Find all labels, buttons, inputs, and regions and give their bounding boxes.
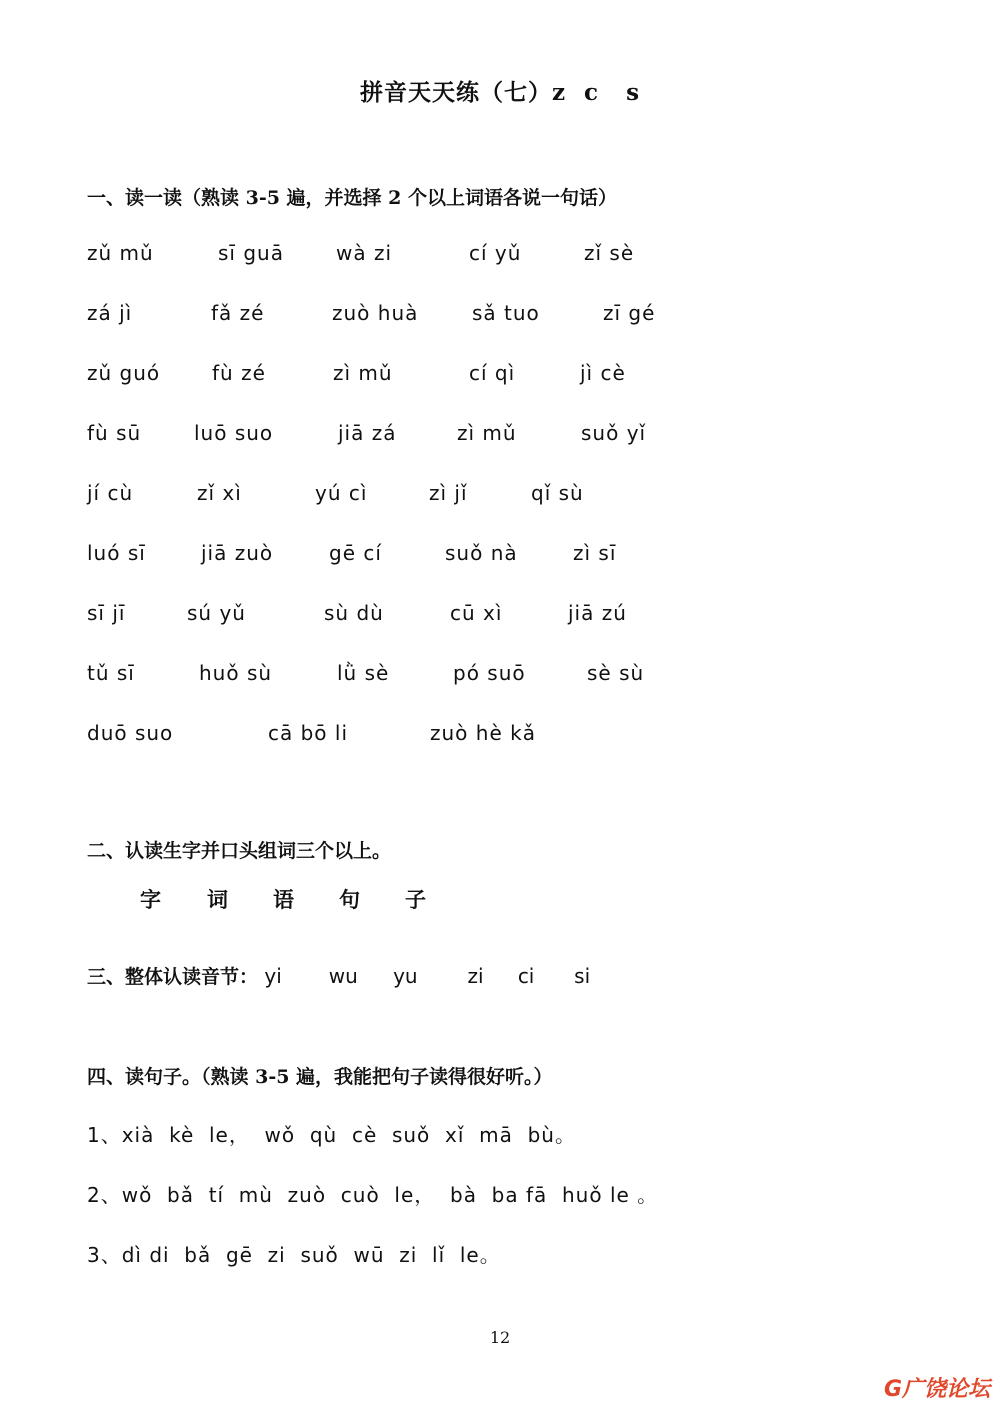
- pinyin-word: gē cí: [329, 541, 382, 565]
- pinyin-word: zǔ guó: [87, 361, 161, 385]
- syllable: zi: [467, 964, 484, 988]
- pinyin-row: [87, 481, 887, 511]
- character: 词: [207, 887, 228, 912]
- sentence-2: 2、wǒ bǎ tí mù zuò cuò le， bà ba fā huǒ le 。: [87, 1183, 659, 1207]
- pinyin-row: [87, 301, 887, 331]
- pinyin-word: zì mǔ: [457, 421, 517, 445]
- pinyin-row: [87, 241, 887, 271]
- pinyin-word: jiā zú: [568, 601, 627, 625]
- sentence-3: 3、dì di bǎ gē zi suǒ wū zi lǐ le。: [87, 1243, 501, 1267]
- syllable: yu: [393, 964, 418, 988]
- pinyin-word: sù dù: [324, 601, 384, 625]
- pinyin-word: zǔ mǔ: [87, 241, 154, 265]
- pinyin-word: zǐ sè: [584, 241, 635, 265]
- pinyin-word: cí yǔ: [469, 241, 522, 265]
- character: 子: [405, 887, 426, 912]
- watermark-logo: G广饶论坛: [883, 1377, 990, 1402]
- syllable: ci: [517, 964, 535, 988]
- sentence-1: 1、xià kè le， wǒ qù cè suǒ xǐ mā bù。: [87, 1123, 576, 1147]
- pinyin-word: jí cù: [87, 481, 134, 505]
- pinyin-word: sǎ tuo: [472, 301, 540, 325]
- syllable-list: [258, 964, 604, 988]
- section1-heading: 一、读一读（熟读 3-5 遍，并选择 2 个以上词语各说一句话）: [87, 187, 618, 209]
- pinyin-word: huǒ sù: [199, 661, 273, 685]
- pinyin-word: suǒ yǐ: [581, 421, 647, 445]
- pinyin-word: sī jī: [87, 601, 126, 625]
- character: 语: [273, 887, 294, 912]
- pinyin-word: zī gé: [603, 301, 656, 325]
- pinyin-row: [87, 661, 887, 691]
- pinyin-word: cā bō li: [268, 721, 349, 745]
- pinyin-word: lǜ sè: [337, 661, 390, 685]
- pinyin-word: jì cè: [580, 361, 626, 385]
- syllable: si: [574, 964, 591, 988]
- pinyin-row: [87, 421, 887, 451]
- page-number: 12: [489, 1328, 511, 1347]
- pinyin-word: luó sī: [87, 541, 146, 565]
- pinyin-word: yú cì: [315, 481, 368, 505]
- pinyin-row: [87, 721, 887, 751]
- syllable: yi: [264, 964, 282, 988]
- pinyin-word: zá jì: [87, 301, 133, 325]
- pinyin-word: jiā zá: [338, 421, 397, 445]
- pinyin-word: sī guā: [218, 241, 284, 265]
- pinyin-word: zǐ xì: [197, 481, 242, 505]
- section2-heading: 二、认读生字并口头组词三个以上。: [87, 840, 392, 862]
- pinyin-word: sè sù: [587, 661, 645, 685]
- pinyin-word: duō suo: [87, 721, 174, 745]
- pinyin-word: cí qì: [469, 361, 516, 385]
- pinyin-word: zì jǐ: [429, 481, 468, 505]
- pinyin-word: suǒ nà: [445, 541, 518, 565]
- pinyin-word: luō suo: [194, 421, 274, 445]
- pinyin-word: tǔ sī: [87, 661, 135, 685]
- pinyin-row: [87, 541, 887, 571]
- pinyin-word: sú yǔ: [187, 601, 246, 625]
- page-title: 拼音天天练（七）z c s: [359, 79, 641, 106]
- pinyin-row: [87, 601, 887, 631]
- pinyin-row: [87, 361, 887, 391]
- pinyin-word: zì mǔ: [333, 361, 393, 385]
- section3-line: [87, 962, 604, 989]
- pinyin-word: zuò hè kǎ: [430, 721, 536, 745]
- pinyin-word: zuò huà: [332, 301, 419, 325]
- pinyin-word: fù sū: [87, 421, 142, 445]
- pinyin-word: pó suō: [453, 661, 526, 685]
- character: 句: [339, 887, 360, 912]
- pinyin-word: jiā zuò: [201, 541, 274, 565]
- pinyin-word: cū xì: [450, 601, 503, 625]
- pinyin-word: qǐ sù: [531, 481, 584, 505]
- pinyin-word: wà zi: [336, 241, 393, 265]
- character: 字: [140, 887, 161, 912]
- pinyin-word: zì sī: [573, 541, 617, 565]
- section3-heading: 三、整体认读音节：: [87, 966, 259, 988]
- pinyin-word: fù zé: [212, 361, 266, 385]
- section4-heading: 四、读句子。（熟读 3-5 遍，我能把句子读得很好听。）: [87, 1066, 553, 1088]
- pinyin-word: fǎ zé: [211, 301, 265, 325]
- syllable: wu: [328, 964, 358, 988]
